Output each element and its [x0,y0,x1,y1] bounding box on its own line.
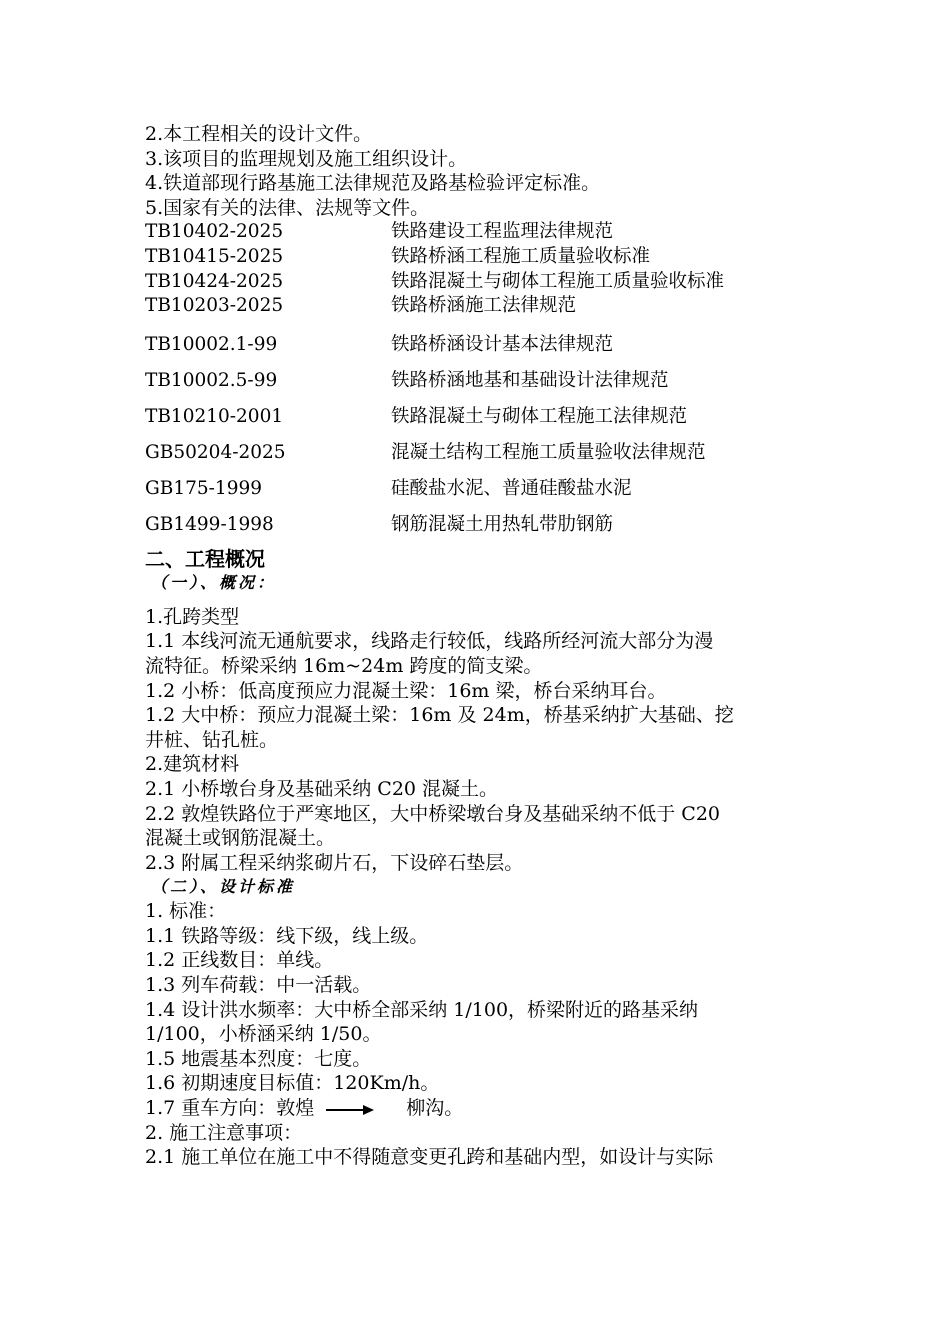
standard-title: 铁路混凝土与砌体工程施工质量验收标准 [391,270,725,292]
text-line: 1.1 本线河流无通航要求，线路走行较低，线路所经河流大部分为漫 [145,630,714,653]
text-line: 2. 施工注意事项： [145,1121,303,1144]
standard-code: TB10203-2025 [145,295,284,317]
text-line: 1/100，小桥涵采纳 1/50。 [145,1023,382,1046]
standard-code: TB10002.5-99 [145,369,278,391]
standard-title: 铁路桥涵地基和基础设计法律规范 [391,369,669,391]
basis-item: 4.铁道部现行路基施工法律规范及路基检验评定标准。 [145,172,601,195]
standard-row [145,507,810,543]
direction-destination: 柳沟。 [406,1097,464,1120]
text-line: 1.5 地震基本烈度：七度。 [145,1047,372,1070]
standard-code: TB10210-2001 [145,405,284,427]
text-line: 流特征。桥梁采纳 16m~24m 跨度的简支梁。 [145,654,543,677]
text-line: 2.2 敦煌铁路位于严寒地区，大中桥梁墩台身及基础采纳不低于 C20 [145,802,721,825]
text-line: 1.6 初期速度目标值：120Km/h。 [145,1072,440,1095]
standard-code: GB1499-1998 [145,513,274,535]
text-line: 1.3 列车荷载：中一活载。 [145,974,372,997]
overview-body [145,605,810,876]
standard-row [145,270,810,295]
standard-code: GB175-1999 [145,477,263,499]
standard-code: TB10002.1-99 [145,333,278,355]
standard-code: TB10424-2025 [145,270,284,292]
basis-item: 5.国家有关的法律、法规等文件。 [145,196,430,219]
standard-row [145,471,810,507]
subsection-title: （一）、概况： [151,572,277,592]
basis-item: 2.本工程相关的设计文件。 [145,123,373,145]
standard-row [145,245,810,270]
standard-title: 铁路建设工程监理法律规范 [391,221,614,243]
basis-list [145,122,810,220]
standard-code: TB10402-2025 [145,221,284,243]
standard-row [145,327,810,363]
text-line: 1.4 设计洪水频率：大中桥全部采纳 1/100，桥梁附近的路基采纳 [145,998,699,1021]
standard-row [145,294,810,319]
section-title: 二、工程概况 [145,546,265,571]
standard-code: TB10415-2025 [145,245,284,267]
standard-row [145,363,810,399]
text-line: 1.1 铁路等级：线下级，线上级。 [145,924,429,947]
text-line: 1.2 小桥：低高度预应力混凝土梁：16m 梁，桥台采纳耳台。 [145,679,667,702]
standard-row [145,220,810,245]
document-page [145,122,810,1170]
subsection-title: （二）、设计标准 [151,877,296,897]
standard-title: 钢筋混凝土用热轧带肋钢筋 [391,513,614,535]
arrow-right-icon [326,1103,374,1115]
standard-code: GB50204-2025 [145,441,286,463]
text-line: 1.2 正线数目：单线。 [145,949,334,972]
standard-title: 硅酸盐水泥、普通硅酸盐水泥 [391,477,632,499]
text-line: 井桩、钻孔桩。 [145,728,279,751]
text-line: 混凝土或钢筋混凝土。 [145,827,336,850]
text-line: 2.3 附属工程采纳浆砌片石，下设碎石垫层。 [145,851,524,874]
text-line: 1.2 大中桥：预应力混凝土梁：16m 及 24m，桥基采纳扩大基础、挖 [145,704,734,727]
text-line: 1. 标准： [145,900,227,923]
standard-row [145,435,810,471]
direction-label: 1.7 重车方向：敦煌 [145,1097,315,1120]
text-line: 2.1 施工单位在施工中不得随意变更孔跨和基础内型，如设计与实际 [145,1146,714,1169]
standard-row [145,399,810,435]
design-body [145,899,810,1170]
direction-line [145,1096,810,1121]
standard-title: 铁路桥涵施工法律规范 [391,295,577,317]
text-line: 1.孔跨类型 [145,605,240,628]
basis-item: 3.该项目的监理规划及施工组织设计。 [145,147,468,170]
standard-title: 铁路桥涵设计基本法律规范 [391,333,614,355]
text-line: 2.建筑材料 [145,753,240,776]
standards-list [145,220,810,542]
text-line: 2.1 小桥墩台身及基础采纳 C20 混凝土。 [145,777,499,800]
standard-title: 混凝土结构工程施工质量验收法律规范 [391,441,706,463]
standard-title: 铁路混凝土与砌体工程施工法律规范 [391,405,688,427]
standard-title: 铁路桥涵工程施工质量验收标准 [391,245,651,267]
